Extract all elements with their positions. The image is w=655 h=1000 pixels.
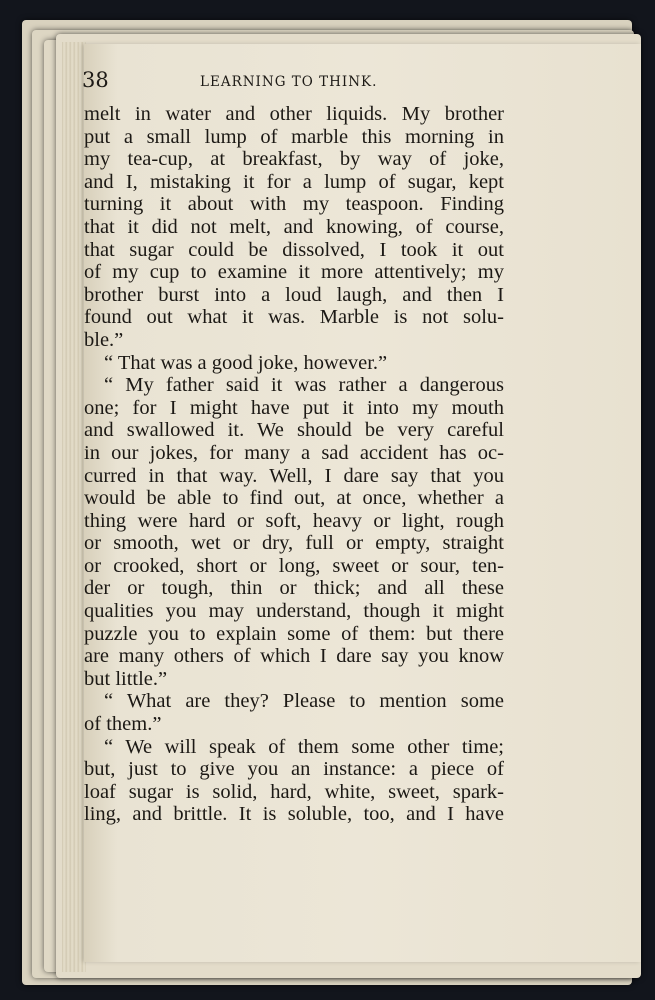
text-line: “ We will speak of them some other time; xyxy=(104,735,504,758)
text-line: qualities you may understand, though it might xyxy=(84,600,504,623)
text-line: thing were hard or soft, heavy or light, rough xyxy=(84,509,504,532)
text-line: “ That was a good joke, however.” xyxy=(104,351,388,374)
text-line: or smooth, wet or dry, full or empty, straight xyxy=(84,532,504,555)
body-text xyxy=(84,103,504,826)
text-line: ble.” xyxy=(84,328,124,351)
text-line: der or tough, thin or thick; and all these xyxy=(84,577,504,600)
text-line: one; for I might have put it into my mouth xyxy=(84,396,504,419)
text-line: ling, and brittle. It is soluble, too, and I have xyxy=(84,803,504,826)
text-line: found out what it was. Marble is not solu- xyxy=(84,306,504,329)
text-line: puzzle you to explain some of them: but there xyxy=(84,622,504,645)
text-line: put a small lump of marble this morning in xyxy=(84,125,504,148)
text-line: curred in that way. Well, I dare say that you xyxy=(84,464,504,487)
text-line: that sugar could be dissolved, I took it out xyxy=(84,238,504,261)
text-line: and swallowed it. We should be very careful xyxy=(84,419,504,442)
text-line: my tea-cup, at breakfast, by way of joke, xyxy=(84,148,504,171)
text-line: loaf sugar is solid, hard, white, sweet, spark- xyxy=(84,780,504,803)
text-line: are many others of which I dare say you know xyxy=(84,645,504,668)
text-line: brother burst into a loud laugh, and then I xyxy=(84,283,504,306)
page-header xyxy=(82,68,474,96)
text-line: but, just to give you an instance: a piece of xyxy=(84,758,504,781)
text-line: but little.” xyxy=(84,667,168,690)
text-line: or crooked, short or long, sweet or sour, ten- xyxy=(84,554,504,577)
text-line: in our jokes, for many a sad accident has oc- xyxy=(84,441,504,464)
text-line: “ My father said it was rather a dangerous xyxy=(104,374,504,397)
text-line: of my cup to examine it more attentively; my xyxy=(84,261,504,284)
text-line: turning it about with my teaspoon. Finding xyxy=(84,193,504,216)
page-edges xyxy=(62,42,86,972)
page-number: 38 xyxy=(82,68,109,92)
text-line: would be able to find out, at once, whether a xyxy=(84,487,504,510)
text-line: and I, mistaking it for a lump of sugar, kept xyxy=(84,170,504,193)
text-line: of them.” xyxy=(84,713,162,736)
text-line: that it did not melt, and knowing, of course, xyxy=(84,215,504,238)
running-head: LEARNING TO THINK. xyxy=(200,74,378,90)
text-line: “ What are they? Please to mention some xyxy=(104,690,504,713)
text-line: melt in water and other liquids. My brother xyxy=(84,103,504,125)
